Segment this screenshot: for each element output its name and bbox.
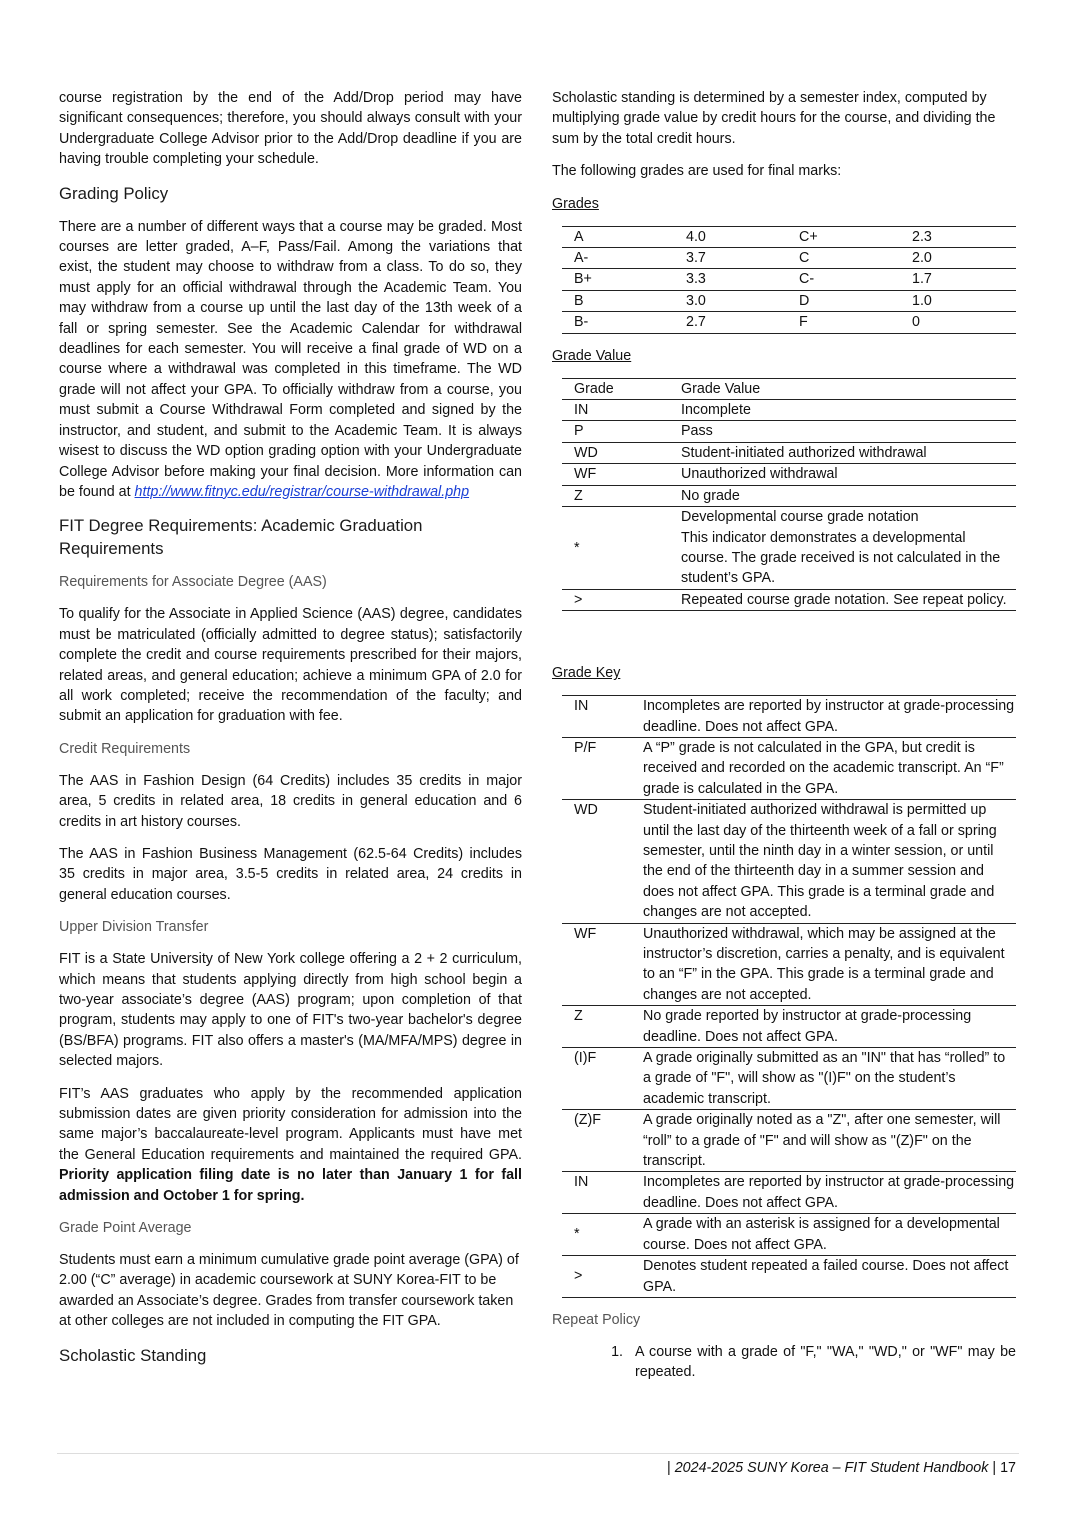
table-cell: > (562, 589, 669, 610)
table-cell: (I)F (562, 1048, 631, 1110)
footer-separator: | (667, 1460, 675, 1476)
gpa-paragraph: Students must earn a minimum cumulative grade point average (GPA) of 2.00 (“C” average) in academic coursework at SUNY Korea-FIT to be awarded an Associate’s degree. Grades from transfer coursework taken at other colleges are not included in computing the FIT GPA. (59, 1252, 519, 1330)
table-row (562, 1214, 1016, 1256)
table-cell: C- (787, 269, 900, 290)
page-footer (667, 1460, 1016, 1476)
final-marks-intro: The following grades are used for final marks: (552, 163, 842, 180)
credit-paragraph-2: The AAS in Fashion Business Management (62.5-64 Credits) includes 35 credits in major area, 3.5-5 credits in related area, 24 credits in general education courses. (59, 845, 522, 903)
aas-requirements-heading: Requirements for Associate Degree (AAS) (59, 574, 327, 591)
grades-table (562, 226, 1016, 334)
scholastic-paragraph: Scholastic standing is determined by a semester index, computed by multiplying grade value by credit hours for the course, and dividing the sum by the total credit hours. (552, 90, 996, 147)
table-row (562, 290, 1016, 311)
table-row (562, 1172, 1016, 1214)
table-cell: Incompletes are reported by instructor at grade-processing deadline. Does not affect GPA. (631, 696, 1016, 738)
table-row (562, 1006, 1016, 1048)
table-cell: > (562, 1256, 631, 1298)
table-cell: Incompletes are reported by instructor at grade-processing deadline. Does not affect GPA. (631, 1172, 1016, 1214)
table-cell: D (787, 290, 900, 311)
table-cell: A grade with an asterisk is assigned for a developmental course. Does not affect GPA. (631, 1214, 1016, 1256)
grading-policy-paragraph (59, 217, 522, 503)
table-cell: (Z)F (562, 1110, 631, 1172)
footer-divider (57, 1453, 1019, 1454)
table-cell: P/F (562, 737, 631, 799)
table-cell: 1.7 (900, 269, 1016, 290)
table-row (562, 442, 1016, 463)
table-cell: IN (562, 696, 631, 738)
table-row (562, 923, 1016, 1006)
table-row (562, 1110, 1016, 1172)
table-row (562, 248, 1016, 269)
footer-separator: | (988, 1460, 1001, 1476)
grade-key-heading: Grade Key (552, 665, 621, 682)
table-cell: B (562, 290, 674, 311)
grade-value-heading: Grade Value (552, 347, 632, 364)
table-cell: A “P” grade is not calculated in the GPA, but credit is received and recorded on the academic transcript. An “F” grade is calculated in the GPA. (631, 737, 1016, 799)
right-column (552, 88, 1016, 1383)
table-cell: 0 (900, 312, 1016, 333)
table-cell: C (787, 248, 900, 269)
table-row (562, 312, 1016, 333)
table-cell: C+ (787, 226, 900, 247)
table-cell: B+ (562, 269, 674, 290)
withdrawal-link[interactable]: http://www.fitnyc.edu/registrar/course-withdrawal.php (134, 483, 470, 500)
table-cell: Grade Value (669, 378, 1016, 399)
table-cell: WD (562, 800, 631, 923)
table-row (562, 421, 1016, 442)
grading-policy-heading: Grading Policy (59, 183, 169, 203)
table-cell: Pass (669, 421, 1016, 442)
upper-division-paragraph-2 (59, 1084, 522, 1206)
grades-heading: Grades (552, 195, 599, 212)
table-cell: 3.7 (674, 248, 787, 269)
table-cell: F (787, 312, 900, 333)
credit-requirements-heading: Credit Requirements (59, 740, 191, 757)
table-cell: Repeated course grade notation. See repeat policy. (669, 589, 1016, 610)
table-row (562, 696, 1016, 738)
table-cell: Incomplete (669, 400, 1016, 421)
table-cell: Student-initiated authorized withdrawal is permitted up until the last day of the thirteenth week of a fall or spring semester, until the ninth day in a winter session, or until the end of the thirteenth day in a summer session and does not affect GPA. This grade is a terminal grade and changes are not accepted. (631, 800, 1016, 923)
table-row (562, 1256, 1016, 1298)
scholastic-standing-heading: Scholastic Standing (59, 1345, 207, 1365)
table-cell: Grade (562, 378, 669, 399)
table-row (562, 589, 1016, 610)
left-column (59, 88, 522, 1379)
table-row (562, 226, 1016, 247)
table-row (562, 464, 1016, 485)
table-cell: WD (562, 442, 669, 463)
list-item: 1. A course with a grade of "F," "WA," "WD," or "WF" may be repeated. (627, 1342, 1016, 1383)
page-number: 17 (1000, 1460, 1016, 1476)
table-cell: 3.3 (674, 269, 787, 290)
table-cell: 1.0 (900, 290, 1016, 311)
table-cell: Developmental course grade notation This indicator demonstrates a developmental course. The grade received is not calculated in the student’s GPA. (669, 507, 1016, 590)
table-cell: Z (562, 1006, 631, 1048)
table-cell: Unauthorized withdrawal (669, 464, 1016, 485)
repeat-policy-list (552, 1342, 1016, 1383)
degree-requirements-heading: FIT Degree Requirements: Academic Graduation Requirements (59, 516, 423, 559)
table-cell: WF (562, 923, 631, 1006)
table-cell: Denotes student repeated a failed course. Does not affect GPA. (631, 1256, 1016, 1298)
intro-paragraph: course registration by the end of the Add/Drop period may have significant consequences; therefore, you should always consult with your Undergraduate College Advisor prior to the Add/Drop deadline if you are having trouble completing your schedule. (59, 90, 522, 168)
credit-paragraph-1: The AAS in Fashion Design (64 Credits) includes 35 credits in major area, 5 credits in related area, 18 credits in general education and 6 credits in art history courses. (59, 772, 522, 830)
table-row (562, 1048, 1016, 1110)
table-row (562, 400, 1016, 421)
gpa-heading: Grade Point Average (59, 1220, 192, 1237)
table-cell: * (562, 1214, 631, 1256)
table-cell: Z (562, 485, 669, 506)
table-cell: A- (562, 248, 674, 269)
table-cell: B- (562, 312, 674, 333)
table-row (562, 737, 1016, 799)
table-cell: P (562, 421, 669, 442)
table-cell: 2.3 (900, 226, 1016, 247)
aas-paragraph: To qualify for the Associate in Applied Science (AAS) degree, candidates must be matriculated (officially admitted to degree status); satisfactorily complete the credit and course requirements prescribed for their majors, related areas, and general education; achieve a minimum GPA of 2.0 for all work completed; receive the recommendation of the faculty; and submit an application for graduation with fee. (59, 606, 522, 725)
table-cell: A (562, 226, 674, 247)
repeat-policy-heading: Repeat Policy (552, 1311, 641, 1328)
table-cell: No grade (669, 485, 1016, 506)
table-cell: 4.0 (674, 226, 787, 247)
table-cell: Unauthorized withdrawal, which may be assigned at the instructor’s discretion, carries a penalty, and is equivalent to an “F” in the GPA. This grade is a terminal grade and changes are not accepted. (631, 923, 1016, 1006)
table-cell: Student-initiated authorized withdrawal (669, 442, 1016, 463)
table-cell: A grade originally noted as a "Z", after one semester, will “roll” to a grade of "F" and will show as "(Z)F" on the transcript. (631, 1110, 1016, 1172)
handbook-title: 2024-2025 SUNY Korea – FIT Student Handbook (674, 1460, 989, 1476)
upper-division-heading: Upper Division Transfer (59, 919, 209, 936)
priority-date-note: Priority application filing date is no later than January 1 for fall admission and October 1 for spring. (59, 1167, 522, 1204)
upper-division-paragraph-1: FIT is a State University of New York college offering a 2 + 2 curriculum, which means that students applying directly from high school begin a two-year associate’s degree (AAS) program; upon completion of that program, students may apply to one of FIT's two-year bachelor's degree (BS/BFA) programs. FIT also offers a master's (MA/MFA/MPS) degree in selected majors. (59, 951, 522, 1070)
table-cell: IN (562, 400, 669, 421)
table-row (562, 269, 1016, 290)
table-row (562, 485, 1016, 506)
grading-policy-text: There are a number of different ways that a course may be graded. Most courses are letter graded, A–F, Pass/Fail. Among the variations that exist, the student may choose to withdraw from a class. To do so, they must apply for an official withdrawal through the Academic Team. You may withdraw from a course up until the last day of the 13th week of a fall or spring semester. See the Academic Calendar for withdrawal deadlines for each semester. You will receive a final grade of WD on a course where a withdrawal was completed in this timeframe. The WD grade will not affect your GPA. To officially withdraw from a course, you must submit a Course Withdrawal Form completed and signed by the instructor, and student, and submit to the Academic Team. It is always wisest to discuss the WD option grading option with your Undergraduate College Advisor before making your final decision. More information can be found at (59, 218, 522, 500)
table-cell: 3.0 (674, 290, 787, 311)
table-cell: No grade reported by instructor at grade-processing deadline. Does not affect GPA. (631, 1006, 1016, 1048)
table-row (562, 800, 1016, 923)
table-row (562, 378, 1016, 399)
table-cell: * (562, 507, 669, 590)
table-cell: A grade originally submitted as an "IN" that has “rolled” to a grade of "F", will show as "(I)F" on the student’s academic transcript. (631, 1048, 1016, 1110)
grade-value-table (562, 378, 1016, 611)
table-row (562, 507, 1016, 590)
upper-division-text: FIT’s AAS graduates who apply by the recommended application submission dates are given priority consideration for admission into the same major’s baccalaureate-level program. Applicants must have met the General Education requirements and maintained the required GPA. (59, 1085, 522, 1163)
grade-key-table (562, 695, 1016, 1298)
table-cell: IN (562, 1172, 631, 1214)
table-cell: 2.0 (900, 248, 1016, 269)
table-cell: 2.7 (674, 312, 787, 333)
table-cell: WF (562, 464, 669, 485)
